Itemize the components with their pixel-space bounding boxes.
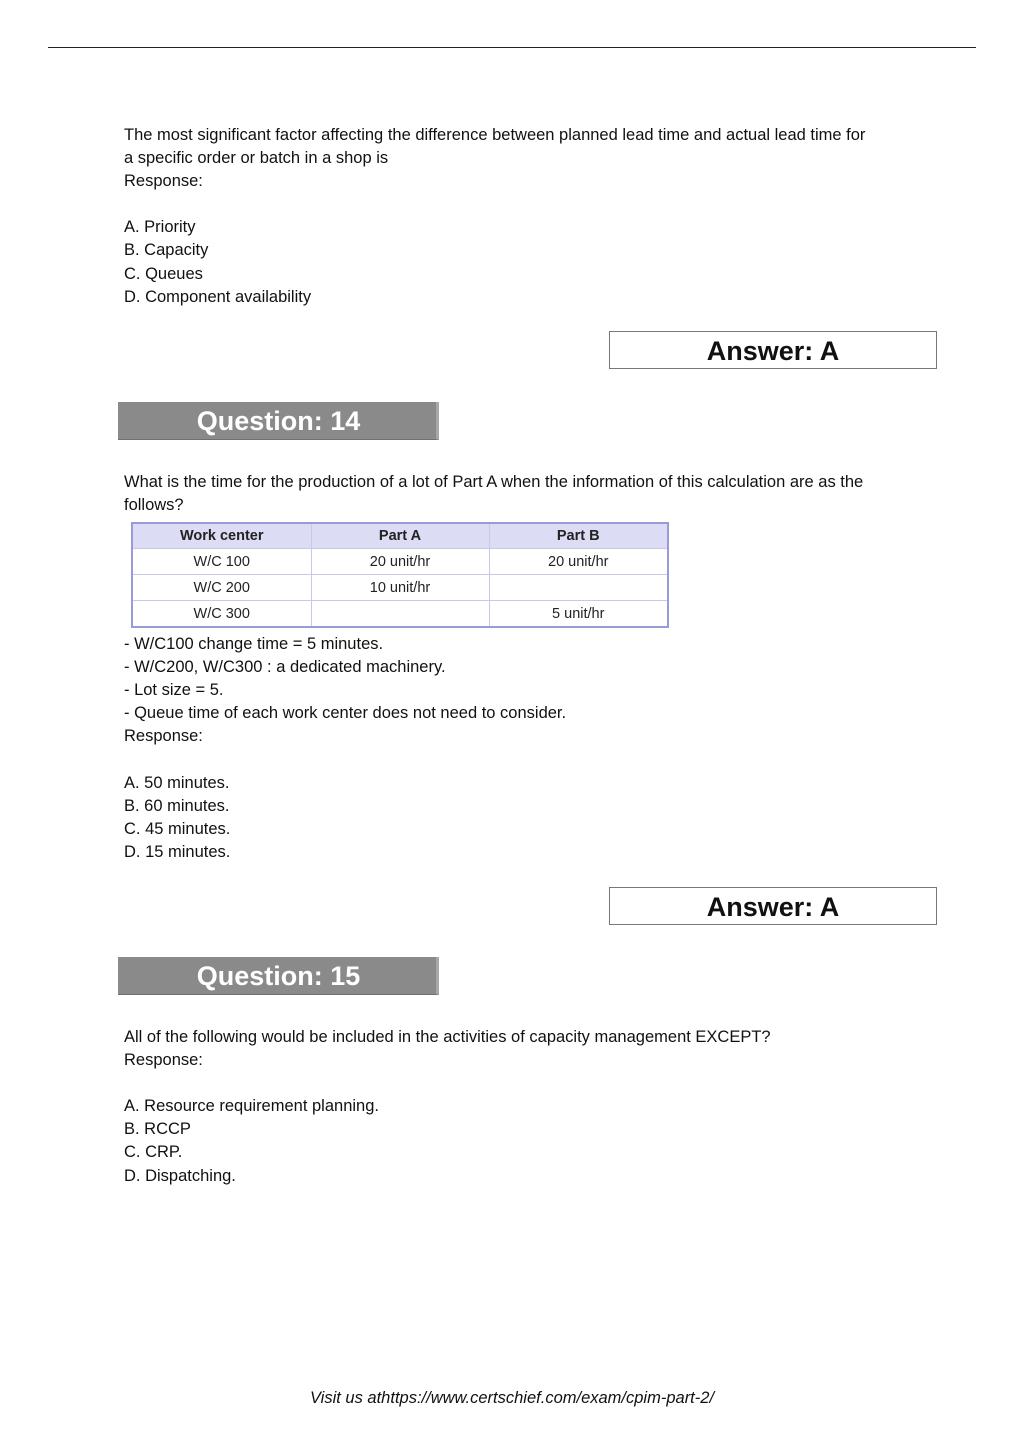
table-cell — [489, 575, 668, 601]
question-15-header — [118, 957, 439, 995]
option-b: B. 60 minutes. — [124, 796, 230, 815]
spacer — [124, 1072, 944, 1095]
note-line: - Queue time of each work center does not need to consider. — [124, 704, 567, 723]
spacer — [124, 748, 944, 771]
table-cell: 5 unit/hr — [489, 601, 668, 628]
table-cell: 20 unit/hr — [311, 549, 489, 575]
question-15-title: Question: 15 — [196, 961, 361, 991]
column-header: Part A — [311, 523, 489, 549]
answer-box-14: Answer: A — [609, 887, 937, 925]
table-cell — [311, 601, 489, 628]
question-14-stem — [124, 471, 944, 517]
option-d: D. 15 minutes. — [124, 842, 231, 861]
response-label: Response: — [124, 1051, 203, 1070]
table-cell: 10 unit/hr — [311, 575, 489, 601]
table-header-row — [132, 523, 668, 549]
answer-box-13: Answer: A — [609, 331, 937, 369]
response-label: Response: — [124, 172, 203, 191]
option-d: D. Dispatching. — [124, 1166, 236, 1185]
option-a: A. Resource requirement planning. — [124, 1097, 379, 1116]
table-cell: W/C 300 — [132, 601, 311, 628]
question-13-block — [124, 124, 944, 309]
table-cell: 20 unit/hr — [489, 549, 668, 575]
work-center-table — [131, 522, 669, 628]
question-15-block — [124, 1026, 944, 1188]
option-c: C. Queues — [124, 264, 203, 283]
option-c: C. CRP. — [124, 1143, 183, 1162]
option-c: C. 45 minutes. — [124, 819, 231, 838]
option-a: A. Priority — [124, 218, 196, 237]
note-line: - W/C100 change time = 5 minutes. — [124, 635, 384, 653]
question-stem-line: What is the time for the production of a lot of Part A when the information of this calculation are as the — [124, 473, 864, 491]
question-14-header — [118, 402, 439, 440]
response-label: Response: — [124, 727, 203, 746]
spacer — [124, 193, 944, 216]
option-a: A. 50 minutes. — [124, 773, 230, 792]
question-14-title: Question: 14 — [196, 406, 361, 436]
table-row — [132, 575, 668, 601]
question-14-details — [124, 633, 944, 864]
top-rule — [48, 47, 976, 48]
table-row — [132, 601, 668, 628]
note-line: - Lot size = 5. — [124, 681, 224, 700]
column-header: Part B — [489, 523, 668, 549]
table-cell: W/C 200 — [132, 575, 311, 601]
option-b: B. RCCP — [124, 1120, 191, 1139]
note-line: - W/C200, W/C300 : a dedicated machinery. — [124, 658, 446, 677]
option-d: D. Component availability — [124, 287, 312, 306]
column-header: Work center — [132, 523, 311, 549]
question-stem-line: The most significant factor affecting the difference between planned lead time and actual lead time for — [124, 126, 866, 144]
question-stem-line: follows? — [124, 496, 184, 515]
table-cell: W/C 100 — [132, 549, 311, 575]
option-b: B. Capacity — [124, 241, 209, 260]
footer-link-text: Visit us athttps://www.certschief.com/exam/cpim-part-2/ — [309, 1389, 715, 1407]
table-row — [132, 549, 668, 575]
question-stem-line: All of the following would be included in the activities of capacity management EXCEPT? — [124, 1028, 771, 1046]
question-stem-line: a specific order or batch in a shop is — [124, 149, 389, 168]
